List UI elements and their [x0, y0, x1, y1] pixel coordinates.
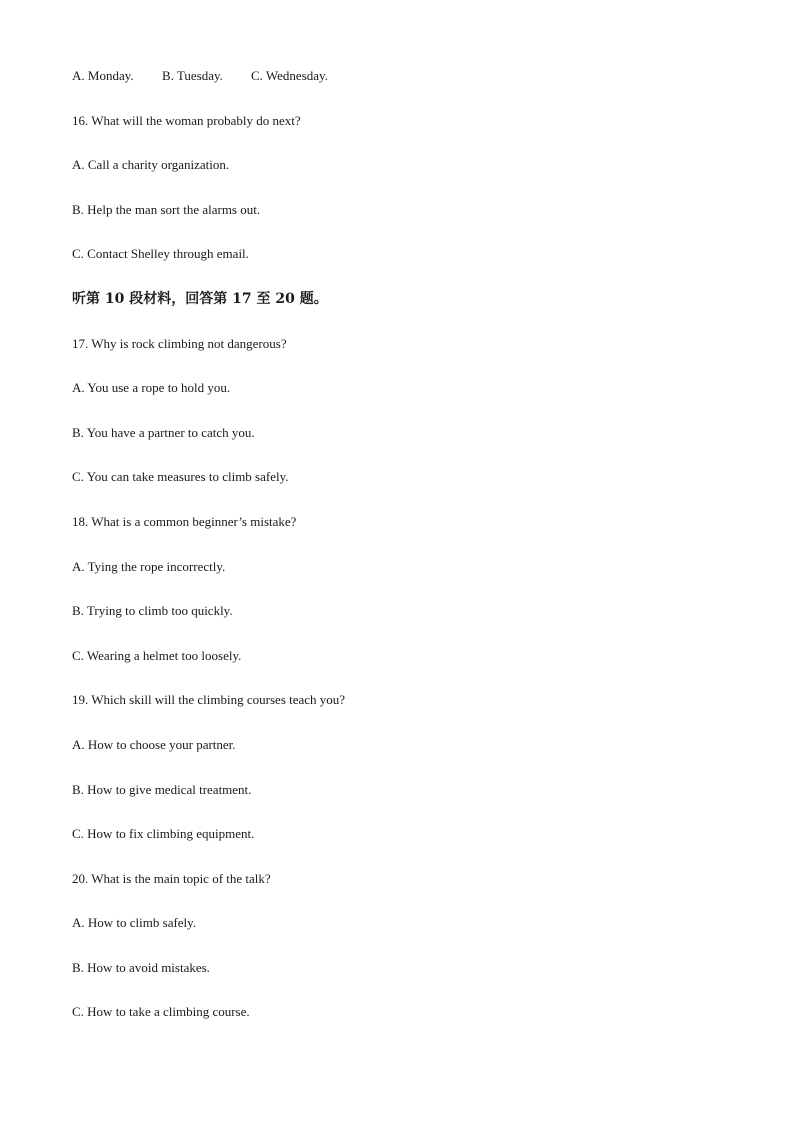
option-c: C. You can take measures to climb safely. — [72, 469, 289, 485]
option-c: C. Wearing a helmet too loosely. — [72, 647, 242, 663]
option-b: B. How to avoid mistakes. — [72, 959, 210, 975]
document-page — [72, 66, 752, 1047]
option-b: B. Trying to climb too quickly. — [72, 603, 233, 619]
option-b: B. You have a partner to catch you. — [72, 424, 255, 440]
option-c: C. Wednesday. — [251, 68, 328, 83]
option-b: B. How to give medical treatment. — [72, 781, 252, 797]
option-a: A. How to choose your partner. — [72, 736, 236, 752]
section-heading: 听第 10 段材料，回答第 17 至 20 题。 — [72, 290, 328, 307]
option-a: A. Call a charity organization. — [72, 157, 230, 173]
question-20: 20. What is the main topic of the talk? — [72, 870, 271, 886]
option-b: B. Tuesday. — [162, 68, 223, 83]
option-a: A. You use a rope to hold you. — [72, 380, 231, 396]
question-18: 18. What is a common beginner’s mistake? — [72, 513, 297, 529]
option-b: B. Help the man sort the alarms out. — [72, 201, 261, 217]
question-16: 16. What will the woman probably do next? — [72, 112, 301, 128]
option-a: A. Monday. — [72, 68, 134, 83]
option-a: A. How to climb safely. — [72, 915, 197, 931]
question-19: 19. Which skill will the climbing courses teach you? — [72, 692, 346, 708]
q15-options — [72, 66, 752, 111]
option-c: C. How to take a climbing course. — [72, 1004, 250, 1020]
option-c: C. Contact Shelley through email. — [72, 246, 249, 262]
option-a: A. Tying the rope incorrectly. — [72, 558, 226, 574]
question-17: 17. Why is rock climbing not dangerous? — [72, 335, 287, 351]
option-c: C. How to fix climbing equipment. — [72, 826, 255, 842]
